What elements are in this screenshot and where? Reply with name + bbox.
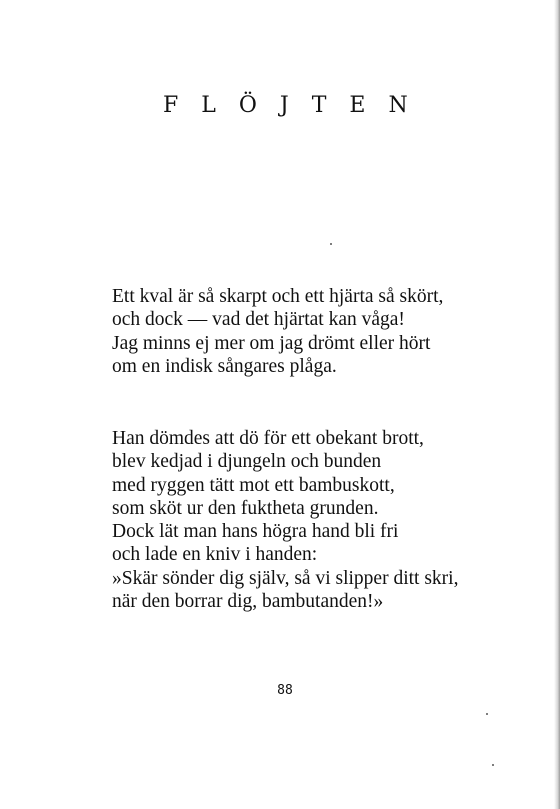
page-number: 88 (277, 683, 293, 698)
verse-line: om en indisk sångares plåga. (112, 355, 337, 377)
print-speck (330, 243, 332, 245)
verse-line: Jag minns ej mer om jag drömt eller hört (112, 332, 431, 354)
verse-line: och lade en kniv i handen: (112, 544, 318, 566)
poem-title: FLÖJTEN (163, 93, 431, 118)
verse-line: »Skär sönder dig själv, så vi slipper ditt skri, (112, 567, 459, 589)
stanza-2 (112, 427, 458, 613)
verse-line: med ryggen tätt mot ett bambuskott, (112, 474, 395, 496)
verse-line: blev kedjad i djungeln och bunden (112, 451, 382, 473)
verse-line: när den borrar dig, bambutanden!» (112, 591, 384, 613)
page-edge-shadow (554, 0, 560, 809)
verse-line: Han dömdes att dö för ett obekant brott, (112, 428, 424, 449)
print-speck (492, 764, 494, 766)
verse-line: Dock lät man hans högra hand bli fri (112, 521, 399, 543)
stanza-1 (112, 285, 443, 378)
print-speck (486, 713, 488, 715)
verse-line: och dock — vad det hjärtat kan våga! (112, 309, 405, 331)
verse-line: som sköt ur den fuktheta grunden. (112, 497, 379, 519)
verse-line: Ett kval är så skarpt och ett hjärta så skört, (112, 286, 444, 307)
